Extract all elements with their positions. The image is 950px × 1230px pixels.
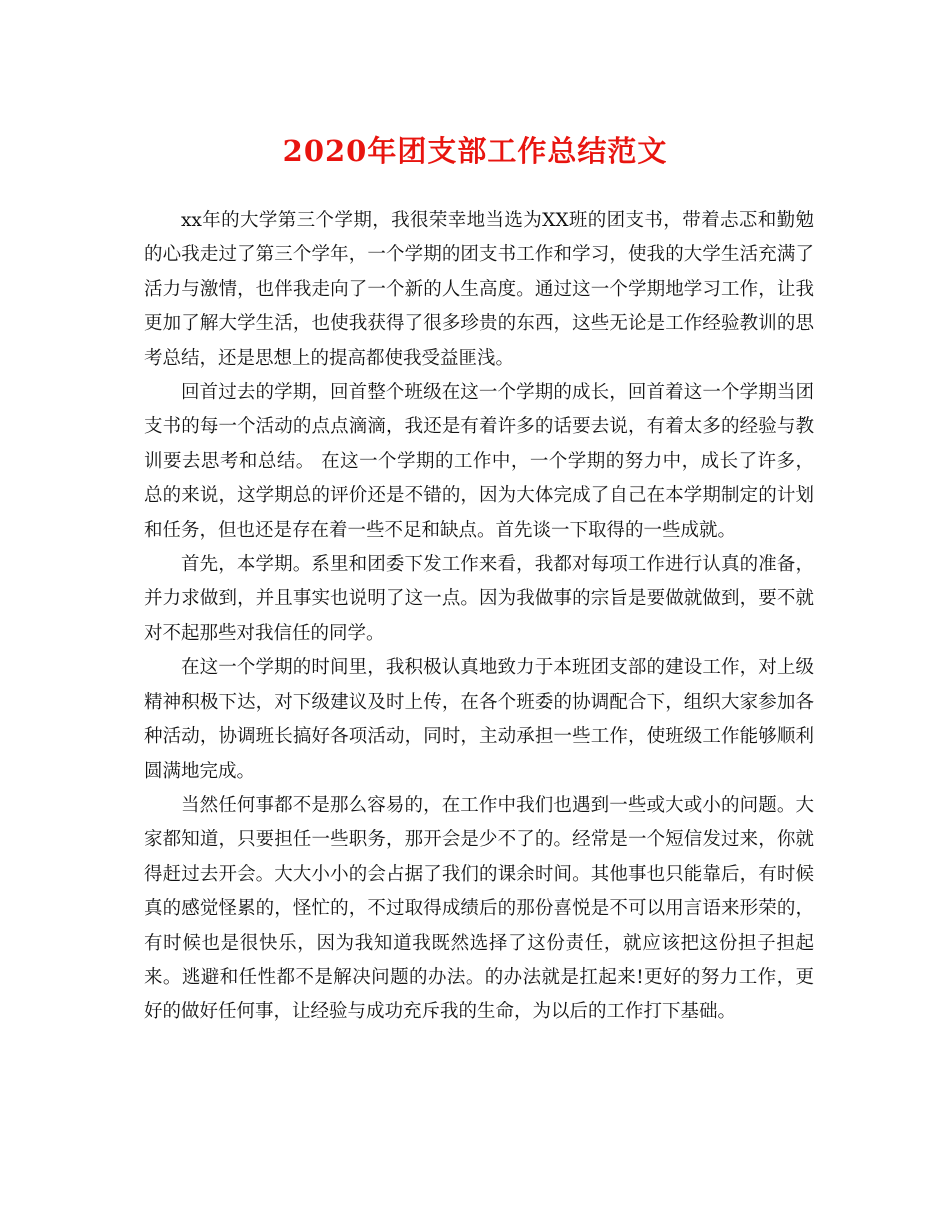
paragraph-4: 在这一个学期的时间里，我积极认真地致力于本班团支部的建设工作，对上级精神积极下达，对下级建议及时上传，在各个班委的协调配合下，组织大家参加各种活动，协调班长搞好各项活动，同时，主动承担一些工作，使班级工作能够顺利圆满地完成。 <box>144 657 814 782</box>
paragraph-3: 首先，本学期。系里和团委下发工作来看，我都对每项工作进行认真的准备，并力求做到，并且事实也说明了这一点。因为我做事的宗旨是要做就做到，要不就对不起那些对我信任的同学。 <box>144 554 814 644</box>
paragraph-1: xx年的大学第三个学期，我很荣幸地当选为XX班的团支书，带着忐忑和勤勉的心我走过了第三个学年，一个学期的团支书工作和学习，使我的大学生活充满了活力与激情，也伴我走向了一个新的人生高度。通过这一个学期地学习工作，让我更加了解大学生活，也使我获得了很多珍贵的东西，这些无论是工作经验教训的思考总结，还是思想上的提高都使我受益匪浅。 <box>144 210 814 369</box>
document-title: 2020年团支部工作总结范文 <box>282 134 668 168</box>
paragraph-2: 回首过去的学期，回首整个班级在这一个学期的成长，回首着这一个学期当团支书的每一个活动的点点滴滴，我还是有着许多的话要去说，有着太多的经验与教训要去思考和总结。 在这一个学期的工作中，一个学期的努力中，成长了许多，总的来说，这学期总的评价还是不错的，因为大体完成了自己在本学期制定的计划和任务，但也还是存在着一些不足和缺点。首先谈一下取得的一些成就。 <box>144 382 814 541</box>
paragraph-5: 当然任何事都不是那么容易的，在工作中我们也遇到一些或大或小的问题。大家都知道，只要担任一些职务，那开会是少不了的。经常是一个短信发过来，你就得赶过去开会。大大小小的会占据了我们的课余时间。其他事也只能靠后，有时候真的感觉怪累的，怪忙的，不过取得成绩后的那份喜悦是不可以用言语来形荣的，有时候也是很快乐，因为我知道我既然选择了这份责任，就应该把这份担子担起来。逃避和任性都不是解决问题的办法。的办法就是扛起来!更好的努力工作，更好的做好任何事，让经验与成功充斥我的生命，为以后的工作打下基础。 <box>144 794 814 1023</box>
document-body <box>144 204 814 1030</box>
